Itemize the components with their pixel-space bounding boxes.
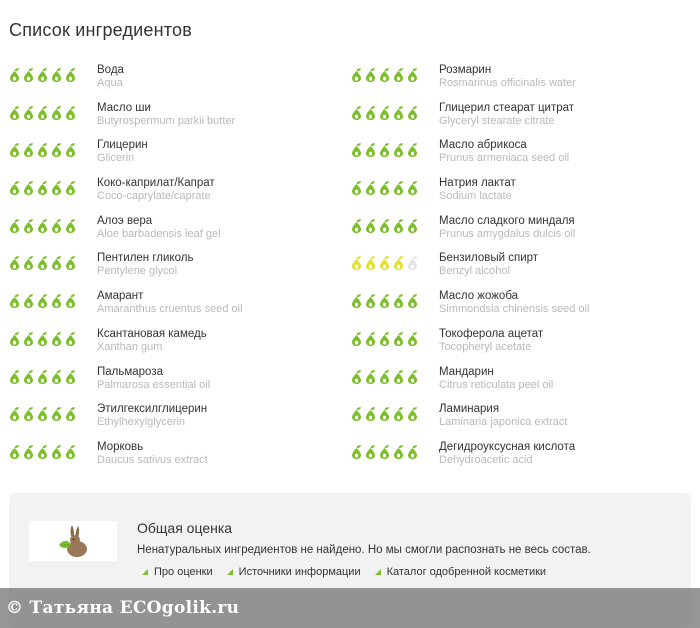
leaf-drop-icon: [8, 370, 21, 384]
leaf-drop-icon: [350, 68, 363, 82]
leaf-drop-icon: [50, 407, 63, 421]
ingredient-rating: [350, 106, 419, 120]
leaf-drop-icon: [364, 68, 377, 82]
ingredient-latin-name: Amaranthus cruentus seed oil: [97, 303, 243, 316]
ingredient-rating: [350, 332, 419, 346]
leaf-drop-icon: [36, 332, 49, 346]
ingredient-row[interactable]: [0, 435, 342, 473]
ingredient-text: [97, 440, 208, 467]
page-title: Список ингредиентов: [9, 20, 193, 40]
ingredient-row[interactable]: [342, 171, 684, 209]
ingredient-name: Глицерил стеарат цитрат: [439, 101, 575, 114]
summary-links: [142, 566, 546, 578]
link-info-sources[interactable]: [227, 566, 361, 578]
leaf-drop-icon: [378, 294, 391, 308]
leaf-drop-icon: [406, 294, 419, 308]
leaf-drop-icon: [406, 256, 419, 270]
ingredients-column-right: [342, 58, 684, 473]
leaf-drop-icon: [50, 445, 63, 459]
ingredient-row[interactable]: [342, 246, 684, 284]
leaf-drop-icon: [364, 294, 377, 308]
leaf-drop-icon: [50, 68, 63, 82]
leaf-drop-icon: [22, 294, 35, 308]
leaf-drop-icon: [64, 68, 77, 82]
leaf-drop-icon: [8, 445, 21, 459]
ingredient-row[interactable]: [0, 246, 342, 284]
ingredient-latin-name: Tocopheryl acetate: [439, 340, 532, 353]
ingredient-name: Глицерин: [97, 139, 148, 152]
leaf-drop-icon: [378, 445, 391, 459]
leaf-drop-icon: [50, 181, 63, 195]
leaf-drop-icon: [22, 370, 35, 384]
ingredient-text: [439, 63, 576, 90]
leaf-drop-icon: [406, 106, 419, 120]
ingredient-latin-name: Rosmarinus officinalis water: [439, 77, 576, 89]
ingredient-row[interactable]: [342, 397, 684, 435]
ingredient-text: [97, 402, 207, 429]
ingredient-name: Этилгексилглицерин: [97, 403, 208, 416]
watermark: © Татьяна ECOgolik.ru: [6, 598, 240, 618]
leaf-drop-icon: [36, 219, 49, 233]
ingredient-rating: [8, 294, 77, 308]
link-info-sources-label: Источники информации: [238, 566, 361, 578]
leaf-drop-icon: [406, 68, 419, 82]
leaf-drop-icon: [406, 407, 419, 421]
ingredient-latin-name: Prunus armeniaca seed oil: [439, 152, 570, 165]
leaf-drop-icon: [36, 294, 49, 308]
ingredient-name: Коко-каприлат/Капрат: [97, 177, 215, 190]
leaf-drop-icon: [22, 445, 35, 459]
ingredient-row[interactable]: [342, 209, 684, 247]
ingredient-latin-name: Daucus sativus extract: [97, 453, 208, 466]
leaf-drop-icon: [8, 181, 21, 195]
ingredient-text: [439, 176, 516, 203]
leaf-drop-icon: [392, 219, 405, 233]
ingredient-row[interactable]: [342, 133, 684, 171]
summary-title: Общая оценка: [137, 520, 233, 536]
ingredients-column-left: [0, 58, 342, 473]
ingredient-name: Масло абрикоса: [439, 139, 527, 152]
ingredient-row[interactable]: [0, 322, 342, 360]
leaf-drop-icon: [350, 407, 363, 421]
leaf-drop-icon: [8, 256, 21, 270]
leaf-drop-icon: [364, 106, 377, 120]
ingredient-name: Розмарин: [439, 64, 492, 76]
ingredient-row[interactable]: [0, 209, 342, 247]
leaf-drop-icon: [64, 181, 77, 195]
leaf-drop-icon: [364, 219, 377, 233]
leaf-drop-icon: [36, 68, 49, 82]
leaf-drop-icon: [22, 407, 35, 421]
ingredient-name: Бензиловый спирт: [439, 252, 539, 265]
ingredient-text: [97, 101, 235, 128]
ingredient-name: Вода: [97, 64, 124, 76]
leaf-drop-icon: [22, 332, 35, 346]
leaf-drop-icon: [36, 106, 49, 120]
leaf-drop-icon: [36, 445, 49, 459]
leaf-drop-icon: [36, 256, 49, 270]
ingredient-row[interactable]: [342, 435, 684, 473]
ingredient-row[interactable]: [0, 171, 342, 209]
ingredient-rating: [8, 143, 77, 157]
leaf-drop-icon: [8, 68, 21, 82]
ingredient-text: [439, 101, 574, 128]
link-about-ratings[interactable]: [142, 566, 213, 578]
leaf-drop-icon: [392, 294, 405, 308]
link-about-ratings-label: Про оценки: [154, 566, 213, 578]
leaf-drop-icon: [392, 332, 405, 346]
leaf-drop-icon: [392, 407, 405, 421]
ingredient-row[interactable]: [0, 397, 342, 435]
leaf-drop-icon: [350, 445, 363, 459]
leaf-drop-icon: [64, 445, 77, 459]
ingredient-latin-name: Sodium lactate: [439, 190, 512, 203]
ingredient-rating: [350, 181, 419, 195]
ingredient-text: [439, 251, 538, 278]
ingredient-latin-name: Palmarosa essential oil: [97, 378, 211, 391]
ingredient-text: [97, 138, 148, 165]
ingredient-text: [97, 327, 207, 354]
ingredient-row[interactable]: [0, 96, 342, 134]
ingredient-latin-name: Simmondsia chinensis seed oil: [439, 303, 590, 316]
ingredient-rating: [8, 256, 77, 270]
leaf-drop-icon: [64, 219, 77, 233]
leaf-drop-icon: [50, 256, 63, 270]
leaf-drop-icon: [8, 294, 21, 308]
leaf-drop-icon: [350, 143, 363, 157]
triangle-icon: [227, 569, 233, 575]
ingredient-rating: [350, 256, 419, 270]
leaf-drop-icon: [22, 219, 35, 233]
leaf-drop-icon: [8, 106, 21, 120]
leaf-drop-icon: [64, 143, 77, 157]
ingredient-name: Пентилен гликоль: [97, 252, 194, 265]
ingredient-latin-name: Glicerin: [97, 152, 135, 165]
ingredient-text: [97, 365, 210, 392]
leaf-drop-icon: [64, 370, 77, 384]
leaf-drop-icon: [364, 256, 377, 270]
leaf-drop-icon: [50, 332, 63, 346]
ingredient-name: Морковь: [97, 440, 144, 453]
leaf-drop-icon: [364, 181, 377, 195]
leaf-drop-icon: [378, 370, 391, 384]
ingredient-name: Натрия лактат: [439, 177, 516, 190]
ingredient-rating: [8, 106, 77, 120]
ingredient-rating: [8, 445, 77, 459]
leaf-drop-icon: [64, 294, 77, 308]
leaf-drop-icon: [392, 143, 405, 157]
ingredient-name: Масло ши: [97, 101, 151, 114]
leaf-drop-icon: [378, 219, 391, 233]
ingredient-latin-name: Dehydroacetic acid: [439, 453, 533, 466]
leaf-drop-icon: [350, 219, 363, 233]
ingredient-text: [439, 440, 575, 467]
ingredient-latin-name: Aqua: [97, 77, 123, 89]
ingredient-latin-name: Butyrospermum parkii butter: [97, 114, 236, 127]
ingredient-text: [439, 289, 589, 316]
ingredients-grid: [0, 58, 700, 473]
ingredient-latin-name: Pentylene glycol: [97, 265, 178, 278]
leaf-drop-icon: [392, 370, 405, 384]
leaf-drop-icon: [378, 332, 391, 346]
leaf-drop-icon: [22, 181, 35, 195]
ingredient-text: [97, 251, 193, 278]
ingredient-text: [439, 365, 553, 392]
ingredient-row[interactable]: [0, 58, 342, 96]
ingredient-rating: [8, 68, 77, 82]
leaf-drop-icon: [378, 68, 391, 82]
ingredient-latin-name: Laminaria japonica extract: [439, 416, 568, 429]
leaf-drop-icon: [406, 445, 419, 459]
leaf-drop-icon: [50, 370, 63, 384]
leaf-drop-icon: [8, 332, 21, 346]
ingredient-name: Масло сладкого миндаля: [439, 214, 575, 227]
leaf-drop-icon: [36, 370, 49, 384]
leaf-drop-icon: [50, 294, 63, 308]
leaf-drop-icon: [350, 294, 363, 308]
link-approved-catalog-label: Каталог одобренной косметики: [386, 566, 547, 578]
summary-logo: [29, 521, 117, 561]
ingredient-text: [439, 214, 575, 241]
ingredient-rating: [8, 219, 77, 233]
leaf-drop-icon: [378, 181, 391, 195]
ingredient-text: [439, 402, 567, 429]
ingredient-rating: [350, 445, 419, 459]
ingredient-latin-name: Glyceryl stearate citrate: [439, 114, 555, 127]
leaf-drop-icon: [364, 445, 377, 459]
ingredient-rating: [350, 143, 419, 157]
ingredient-rating: [8, 370, 77, 384]
ingredient-latin-name: Ethylhexylglycerin: [97, 416, 186, 429]
leaf-drop-icon: [378, 106, 391, 120]
leaf-drop-icon: [64, 106, 77, 120]
leaf-drop-icon: [350, 370, 363, 384]
ingredient-text: [97, 176, 215, 203]
leaf-drop-icon: [22, 68, 35, 82]
ingredient-name: Ламинария: [439, 403, 500, 416]
leaf-drop-icon: [392, 106, 405, 120]
leaf-drop-icon: [392, 445, 405, 459]
leaf-drop-icon: [50, 219, 63, 233]
ingredient-text: [97, 289, 243, 316]
leaf-drop-icon: [364, 407, 377, 421]
leaf-drop-icon: [364, 370, 377, 384]
ingredient-name: Мандарин: [439, 365, 494, 378]
leaf-drop-icon: [406, 332, 419, 346]
ingredient-name: Амарант: [97, 290, 144, 303]
ingredient-rating: [8, 407, 77, 421]
summary-text: Ненатуральных ингредиентов не найдено. Но мы смогли распознать не весь состав.: [137, 544, 591, 556]
ingredient-row[interactable]: [0, 360, 342, 398]
leaf-drop-icon: [406, 370, 419, 384]
ingredient-row[interactable]: [0, 133, 342, 171]
ingredient-rating: [350, 68, 419, 82]
leaf-drop-icon: [8, 407, 21, 421]
leaf-drop-icon: [8, 143, 21, 157]
ingredient-latin-name: Aloe barbadensis leaf gel: [97, 227, 221, 240]
rabbit-leaf-icon: [53, 523, 93, 559]
triangle-icon: [375, 569, 381, 575]
ingredient-latin-name: Xanthan gum: [97, 340, 163, 353]
leaf-drop-icon: [364, 332, 377, 346]
leaf-drop-icon: [378, 143, 391, 157]
ingredient-row[interactable]: [342, 58, 684, 96]
ingredient-row[interactable]: [342, 284, 684, 322]
leaf-drop-icon: [64, 407, 77, 421]
ingredient-rating: [350, 294, 419, 308]
ingredient-row[interactable]: [342, 322, 684, 360]
ingredient-row[interactable]: [342, 96, 684, 134]
leaf-drop-icon: [50, 143, 63, 157]
ingredient-rating: [8, 332, 77, 346]
leaf-drop-icon: [36, 143, 49, 157]
leaf-drop-icon: [350, 181, 363, 195]
leaf-drop-icon: [392, 181, 405, 195]
ingredient-latin-name: Citrus reticulata peel oil: [439, 378, 554, 391]
ingredient-name: Дегидроуксусная кислота: [439, 440, 576, 453]
ingredient-latin-name: Coco-caprylate/caprate: [97, 190, 211, 203]
ingredient-text: [439, 138, 569, 165]
ingredient-name: Токоферола ацетат: [439, 327, 544, 340]
ingredient-latin-name: Prunus amygdalus dulcis oil: [439, 227, 576, 240]
ingredient-name: Ксантановая камедь: [97, 327, 207, 340]
ingredient-name: Пальмароза: [97, 365, 163, 378]
ingredient-rating: [8, 181, 77, 195]
ingredient-text: [97, 63, 124, 90]
leaf-drop-icon: [378, 256, 391, 270]
leaf-drop-icon: [350, 106, 363, 120]
leaf-drop-icon: [406, 219, 419, 233]
ingredient-text: [97, 214, 221, 241]
ingredient-row[interactable]: [342, 360, 684, 398]
ingredient-name: Масло жожоба: [439, 290, 519, 303]
leaf-drop-icon: [392, 68, 405, 82]
ingredient-rating: [350, 219, 419, 233]
leaf-drop-icon: [364, 143, 377, 157]
ingredient-latin-name: Benzyl alcohol: [439, 265, 510, 278]
leaf-drop-icon: [350, 332, 363, 346]
triangle-icon: [142, 569, 148, 575]
leaf-drop-icon: [350, 256, 363, 270]
ingredient-row[interactable]: [0, 284, 342, 322]
leaf-drop-icon: [50, 106, 63, 120]
leaf-drop-icon: [22, 143, 35, 157]
leaf-drop-icon: [36, 407, 49, 421]
ingredient-rating: [350, 370, 419, 384]
leaf-drop-icon: [64, 332, 77, 346]
watermark-bar: [0, 588, 700, 628]
leaf-drop-icon: [64, 256, 77, 270]
leaf-drop-icon: [392, 256, 405, 270]
leaf-drop-icon: [22, 106, 35, 120]
leaf-drop-icon: [36, 181, 49, 195]
link-approved-catalog[interactable]: [375, 566, 546, 578]
leaf-drop-icon: [22, 256, 35, 270]
leaf-drop-icon: [406, 181, 419, 195]
ingredient-text: [439, 327, 543, 354]
leaf-drop-icon: [8, 219, 21, 233]
ingredient-rating: [350, 407, 419, 421]
leaf-drop-icon: [378, 407, 391, 421]
leaf-drop-icon: [406, 143, 419, 157]
ingredient-name: Алоэ вера: [97, 214, 153, 227]
